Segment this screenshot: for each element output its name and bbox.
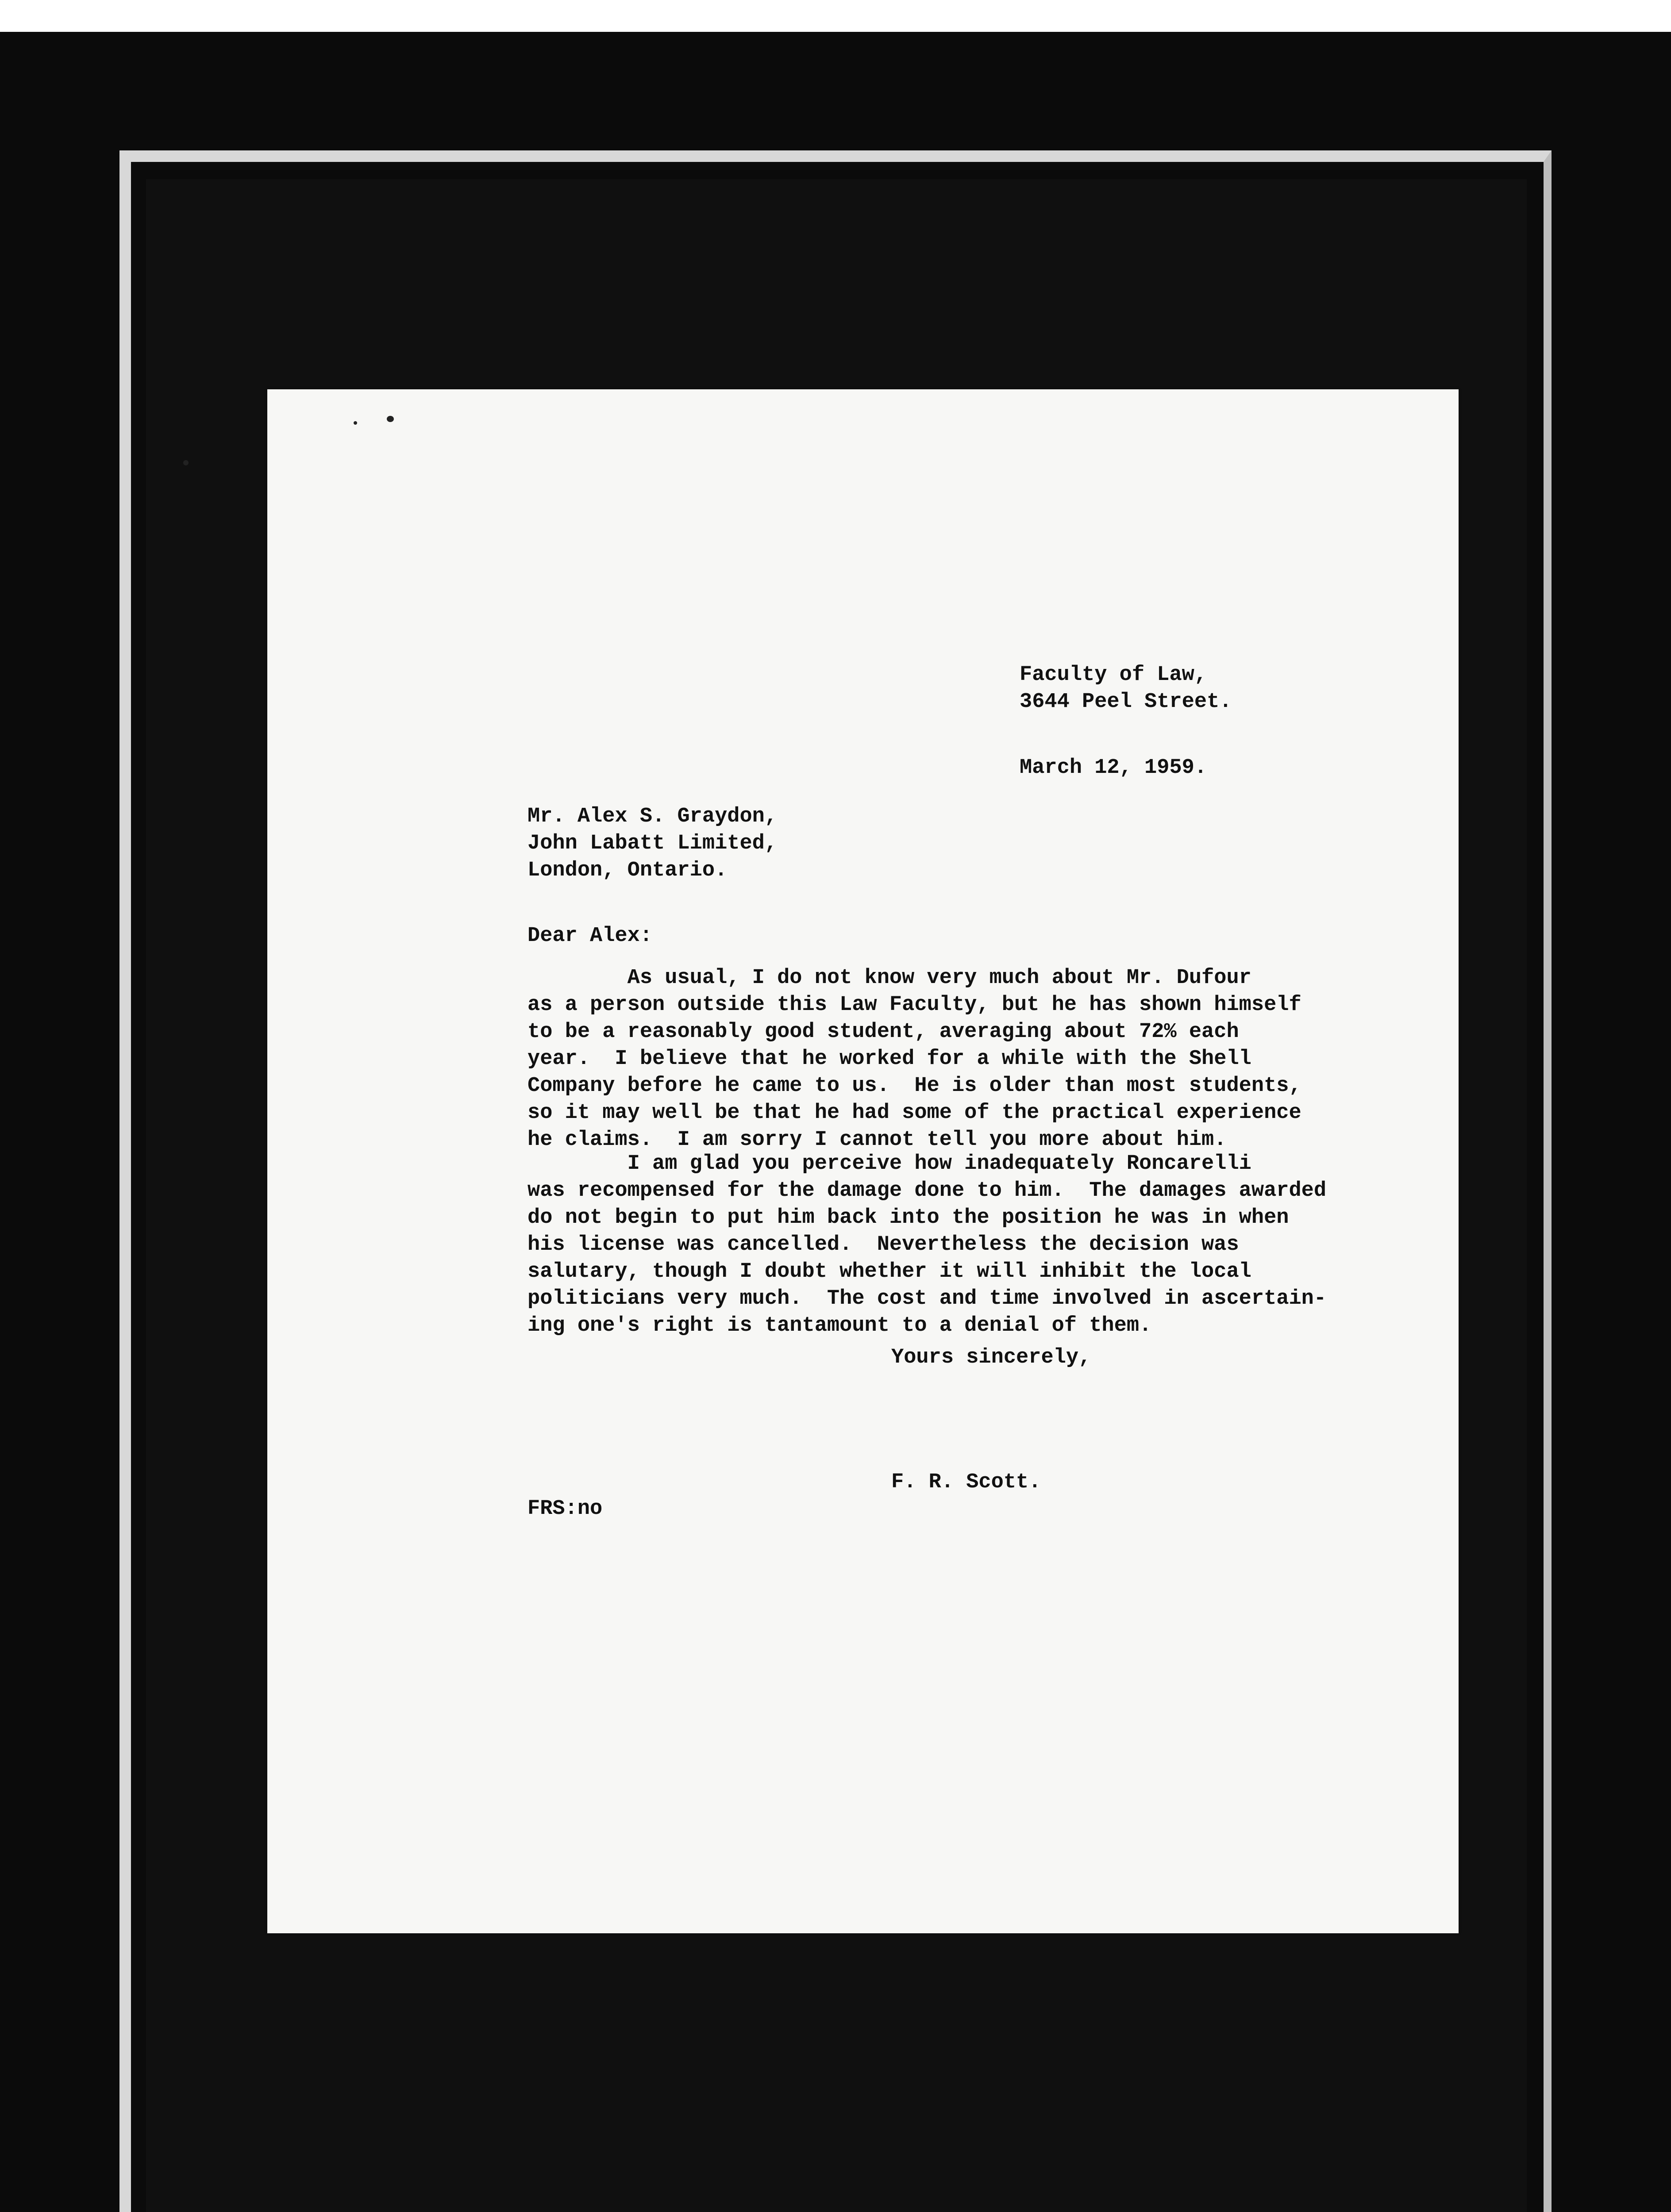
body-line: was recompensed for the damage done to him. The damages awarded (527, 1179, 1327, 1202)
recipient-line: John Labatt Limited, (527, 832, 778, 855)
letter-date: March 12, 1959. (1020, 756, 1207, 780)
letter-page (267, 389, 1459, 1933)
page-speck (183, 460, 189, 465)
body-paragraph (527, 1150, 1326, 1339)
sender-address-line: 3644 Peel Street. (1020, 690, 1232, 714)
recipient-line: London, Ontario. (527, 859, 728, 882)
body-line: to be a reasonably good student, averaging about 72% each (527, 1020, 1239, 1044)
salutation: Dear Alex: (527, 924, 653, 948)
recipient-line: Mr. Alex S. Graydon, (527, 805, 778, 828)
typist-initials: FRS:no (527, 1497, 603, 1521)
body-line: As usual, I do not know very much about Mr. Dufour (527, 966, 1251, 990)
body-paragraph (527, 964, 1301, 1153)
signature: F. R. Scott. (891, 1471, 1041, 1494)
body-line: politicians very much. The cost and time involved in ascertain- (527, 1287, 1327, 1310)
body-line: as a person outside this Law Faculty, but he has shown himself (527, 993, 1301, 1017)
recipient-address (527, 803, 777, 884)
body-line: so it may well be that he had some of the practical experience (527, 1101, 1301, 1125)
body-line: ing one's right is tantamount to a denial of them. (527, 1314, 1152, 1337)
sender-address (1020, 661, 1232, 715)
body-line: year. I believe that he worked for a while with the Shell (527, 1047, 1251, 1071)
sender-address-line: Faculty of Law, (1020, 663, 1207, 687)
closing: Yours sincerely, (891, 1346, 1091, 1369)
body-line: do not begin to put him back into the position he was in when (527, 1206, 1289, 1229)
page-speck (387, 416, 394, 422)
body-line: Company before he came to us. He is older than most students, (527, 1074, 1301, 1098)
body-line: I am glad you perceive how inadequately Roncarelli (527, 1152, 1251, 1175)
body-line: salutary, though I doubt whether it will inhibit the local (527, 1260, 1251, 1283)
body-line: he claims. I am sorry I cannot tell you more about him. (527, 1128, 1227, 1152)
body-line: his license was cancelled. Nevertheless the decision was (527, 1233, 1239, 1256)
page-speck (354, 421, 357, 425)
